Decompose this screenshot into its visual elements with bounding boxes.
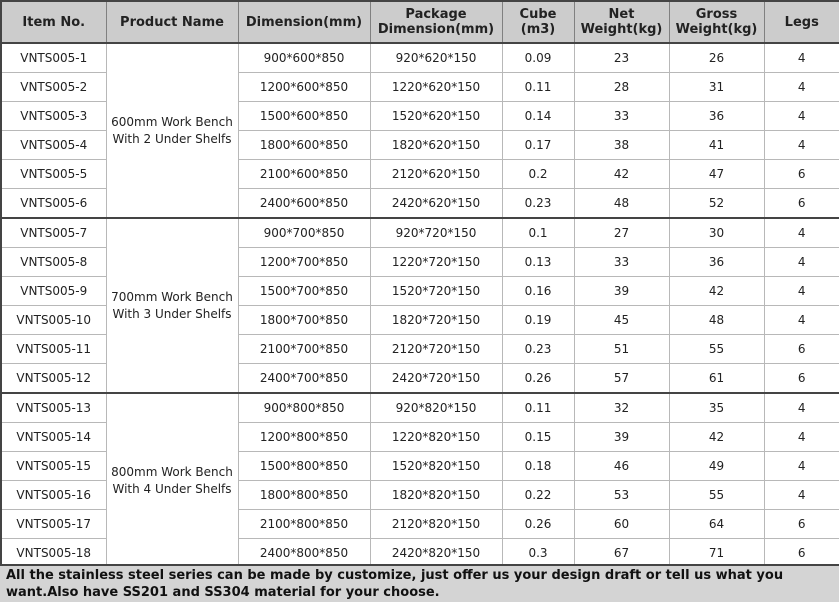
cell-dimension: 900*600*850: [238, 43, 370, 73]
cell-legs: 4: [764, 277, 839, 306]
cell-gross-weight: 55: [669, 335, 764, 364]
cell-cube: 0.09: [502, 43, 574, 73]
cell-package-dimension: 1220*820*150: [370, 423, 502, 452]
cell-gross-weight: 61: [669, 364, 764, 394]
cell-net-weight: 60: [574, 510, 669, 539]
product-name-line-1: 800mm Work Bench: [111, 464, 233, 479]
cell-net-weight: 67: [574, 539, 669, 568]
cell-dimension: 1800*800*850: [238, 481, 370, 510]
cell-item-no: VNTS005-12: [1, 364, 106, 394]
cell-legs: 6: [764, 335, 839, 364]
cell-package-dimension: 1520*820*150: [370, 452, 502, 481]
cell-product-name: [106, 218, 238, 393]
cell-cube: 0.11: [502, 73, 574, 102]
cell-gross-weight: 42: [669, 277, 764, 306]
cell-gross-weight: 36: [669, 102, 764, 131]
cell-item-no: VNTS005-6: [1, 189, 106, 219]
cell-net-weight: 57: [574, 364, 669, 394]
cell-legs: 6: [764, 160, 839, 189]
cell-gross-weight: 47: [669, 160, 764, 189]
cell-net-weight: 39: [574, 423, 669, 452]
cell-dimension: 1500*800*850: [238, 452, 370, 481]
cell-gross-weight: 71: [669, 539, 764, 568]
table-row: [1, 393, 839, 423]
cell-item-no: VNTS005-17: [1, 510, 106, 539]
header-legs: Legs: [764, 1, 839, 43]
cell-package-dimension: 1220*720*150: [370, 248, 502, 277]
cell-gross-weight: 48: [669, 306, 764, 335]
cell-legs: 4: [764, 248, 839, 277]
cell-cube: 0.14: [502, 102, 574, 131]
cell-item-no: VNTS005-3: [1, 102, 106, 131]
cell-package-dimension: 1220*620*150: [370, 73, 502, 102]
cell-dimension: 1200*800*850: [238, 423, 370, 452]
cell-net-weight: 39: [574, 277, 669, 306]
cell-legs: 4: [764, 131, 839, 160]
cell-cube: 0.1: [502, 218, 574, 248]
cell-item-no: VNTS005-11: [1, 335, 106, 364]
cell-item-no: VNTS005-1: [1, 43, 106, 73]
cell-legs: 4: [764, 73, 839, 102]
product-name-line-1: 700mm Work Bench: [111, 289, 233, 304]
cell-legs: 4: [764, 306, 839, 335]
cell-net-weight: 28: [574, 73, 669, 102]
header-product-name: Product Name: [106, 1, 238, 43]
cell-net-weight: 51: [574, 335, 669, 364]
cell-product-name: [106, 393, 238, 568]
cell-dimension: 900*800*850: [238, 393, 370, 423]
cell-dimension: 2400*600*850: [238, 189, 370, 219]
cell-net-weight: 38: [574, 131, 669, 160]
cell-dimension: 900*700*850: [238, 218, 370, 248]
cell-legs: 4: [764, 393, 839, 423]
cell-gross-weight: 35: [669, 393, 764, 423]
cell-cube: 0.17: [502, 131, 574, 160]
cell-package-dimension: 1520*720*150: [370, 277, 502, 306]
cell-dimension: 2400*700*850: [238, 364, 370, 394]
cell-net-weight: 33: [574, 248, 669, 277]
cell-gross-weight: 31: [669, 73, 764, 102]
cell-cube: 0.16: [502, 277, 574, 306]
header-net-weight: Net Weight(kg): [574, 1, 669, 43]
header-package-dimension: Package Dimension(mm): [370, 1, 502, 43]
cell-package-dimension: 2120*620*150: [370, 160, 502, 189]
cell-net-weight: 33: [574, 102, 669, 131]
cell-net-weight: 53: [574, 481, 669, 510]
cell-package-dimension: 920*620*150: [370, 43, 502, 73]
cell-legs: 6: [764, 510, 839, 539]
product-name-line-2: With 2 Under Shelfs: [112, 131, 232, 146]
cell-item-no: VNTS005-9: [1, 277, 106, 306]
product-name-line-1: 600mm Work Bench: [111, 114, 233, 129]
cell-dimension: 2100*800*850: [238, 510, 370, 539]
cell-gross-weight: 36: [669, 248, 764, 277]
cell-gross-weight: 49: [669, 452, 764, 481]
cell-product-name: [106, 43, 238, 218]
cell-gross-weight: 30: [669, 218, 764, 248]
cell-cube: 0.2: [502, 160, 574, 189]
cell-legs: 4: [764, 102, 839, 131]
cell-item-no: VNTS005-15: [1, 452, 106, 481]
cell-dimension: 1200*700*850: [238, 248, 370, 277]
cell-gross-weight: 64: [669, 510, 764, 539]
cell-cube: 0.22: [502, 481, 574, 510]
cell-legs: 4: [764, 481, 839, 510]
cell-package-dimension: 1820*820*150: [370, 481, 502, 510]
cell-item-no: VNTS005-10: [1, 306, 106, 335]
cell-dimension: 2400*800*850: [238, 539, 370, 568]
cell-legs: 4: [764, 218, 839, 248]
header-item-no: Item No.: [1, 1, 106, 43]
cell-legs: 6: [764, 539, 839, 568]
cell-package-dimension: 1520*620*150: [370, 102, 502, 131]
footer-line-2: want.Also have SS201 and SS304 material for your choose.: [6, 585, 440, 600]
product-name-line-2: With 3 Under Shelfs: [112, 306, 232, 321]
cell-item-no: VNTS005-5: [1, 160, 106, 189]
cell-package-dimension: 920*720*150: [370, 218, 502, 248]
table-row: [1, 43, 839, 73]
cell-dimension: 1800*600*850: [238, 131, 370, 160]
cell-dimension: 2100*600*850: [238, 160, 370, 189]
cell-package-dimension: 920*820*150: [370, 393, 502, 423]
cell-net-weight: 45: [574, 306, 669, 335]
cell-legs: 4: [764, 423, 839, 452]
header-row: [1, 1, 839, 43]
cell-package-dimension: 1820*720*150: [370, 306, 502, 335]
cell-legs: 6: [764, 189, 839, 219]
header-gross-weight: Gross Weight(kg): [669, 1, 764, 43]
cell-cube: 0.18: [502, 452, 574, 481]
header-dimension: Dimension(mm): [238, 1, 370, 43]
cell-cube: 0.23: [502, 335, 574, 364]
cell-dimension: 1200*600*850: [238, 73, 370, 102]
footer-note: [0, 564, 839, 602]
cell-package-dimension: 2120*820*150: [370, 510, 502, 539]
cell-dimension: 1800*700*850: [238, 306, 370, 335]
product-name-line-2: With 4 Under Shelfs: [112, 481, 232, 496]
cell-gross-weight: 42: [669, 423, 764, 452]
cell-legs: 6: [764, 364, 839, 394]
cell-net-weight: 46: [574, 452, 669, 481]
cell-gross-weight: 26: [669, 43, 764, 73]
cell-gross-weight: 52: [669, 189, 764, 219]
cell-item-no: VNTS005-16: [1, 481, 106, 510]
cell-cube: 0.26: [502, 364, 574, 394]
cell-dimension: 1500*700*850: [238, 277, 370, 306]
header-cube: Cube (m3): [502, 1, 574, 43]
cell-item-no: VNTS005-18: [1, 539, 106, 568]
cell-legs: 4: [764, 452, 839, 481]
cell-cube: 0.13: [502, 248, 574, 277]
cell-gross-weight: 55: [669, 481, 764, 510]
cell-cube: 0.23: [502, 189, 574, 219]
cell-item-no: VNTS005-8: [1, 248, 106, 277]
footer-line-1: All the stainless steel series can be made by customize, just offer us your design draft or tell us what you: [6, 568, 784, 583]
cell-item-no: VNTS005-13: [1, 393, 106, 423]
cell-cube: 0.26: [502, 510, 574, 539]
cell-item-no: VNTS005-7: [1, 218, 106, 248]
cell-package-dimension: 2120*720*150: [370, 335, 502, 364]
cell-net-weight: 23: [574, 43, 669, 73]
cell-dimension: 2100*700*850: [238, 335, 370, 364]
cell-gross-weight: 41: [669, 131, 764, 160]
cell-cube: 0.19: [502, 306, 574, 335]
cell-legs: 4: [764, 43, 839, 73]
cell-item-no: VNTS005-14: [1, 423, 106, 452]
cell-cube: 0.3: [502, 539, 574, 568]
cell-package-dimension: 2420*620*150: [370, 189, 502, 219]
cell-net-weight: 42: [574, 160, 669, 189]
spec-table-body: [1, 43, 839, 568]
cell-cube: 0.11: [502, 393, 574, 423]
cell-net-weight: 48: [574, 189, 669, 219]
cell-package-dimension: 1820*620*150: [370, 131, 502, 160]
cell-net-weight: 27: [574, 218, 669, 248]
cell-cube: 0.15: [502, 423, 574, 452]
cell-dimension: 1500*600*850: [238, 102, 370, 131]
cell-item-no: VNTS005-2: [1, 73, 106, 102]
table-row: [1, 218, 839, 248]
cell-package-dimension: 2420*720*150: [370, 364, 502, 394]
cell-package-dimension: 2420*820*150: [370, 539, 502, 568]
cell-item-no: VNTS005-4: [1, 131, 106, 160]
cell-net-weight: 32: [574, 393, 669, 423]
